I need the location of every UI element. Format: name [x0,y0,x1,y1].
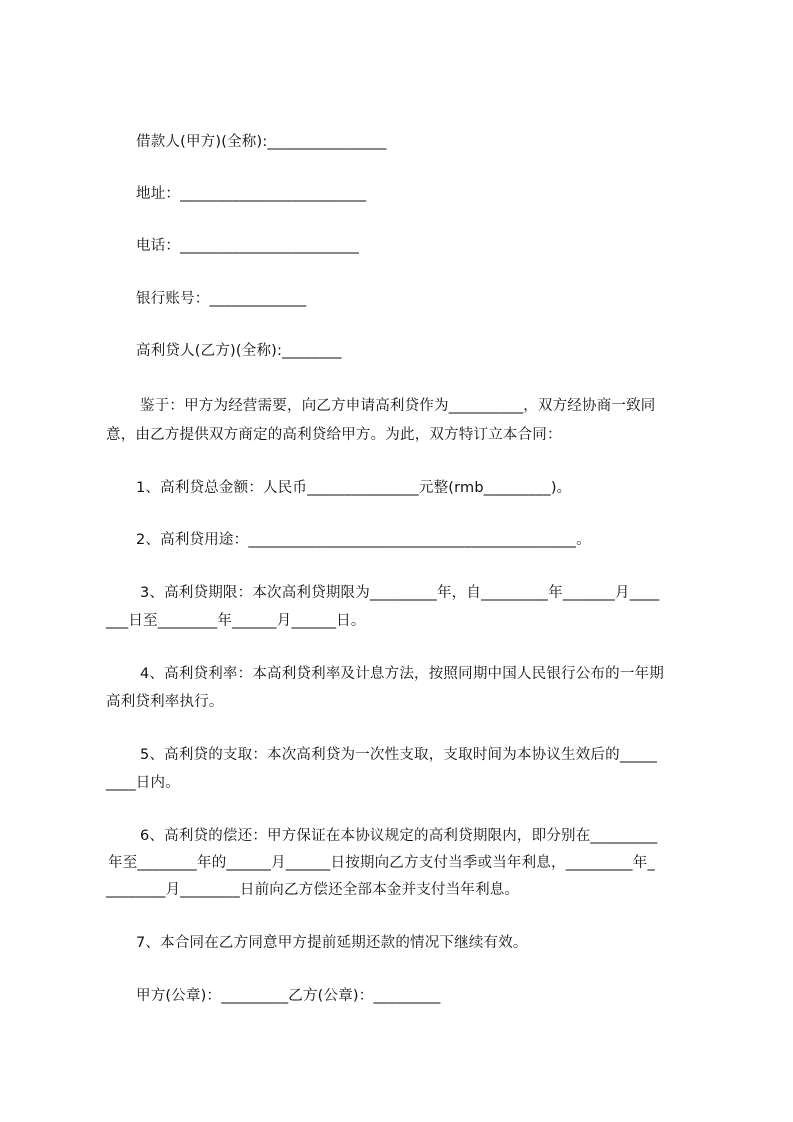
clause-4-line-2: 高利贷利率执行。 [106,694,224,710]
clause-1: 1、高利贷总金额：人民币_______________元整(rmb_________)。 [136,480,572,496]
clause-5-line-1: 5、高利贷的支取：本次高利贷为一次性支取，支取时间为本协议生效后的_____ [140,747,658,763]
clause-7: 7、本合同在乙方同意甲方提前延期还款的情况下继续有效。 [136,935,528,951]
clause-2: 2、高利贷用途：____________________________________________。 [136,532,591,548]
clause-6-line-1: 6、高利贷的偿还：甲方保证在本协议规定的高利贷期限内，即分别在_________ [140,828,658,844]
clause-3-line-1: 3、高利贷期限：本次高利贷期限为_________年，自_________年_______月____ [140,585,660,601]
preamble-line-1: 鉴于：甲方为经营需要，向乙方申请高利贷作为__________，双方经协商一致同 [140,398,656,414]
preamble-line-2: 意，由乙方提供双方商定的高利贷给甲方。为此，双方特订立本合同： [106,427,562,443]
phone-field: 电话：________________________ [136,238,359,254]
clause-4-line-1: 4、高利贷利率：本高利贷利率及计息方法，按照同期中国人民银行公布的一年期 [140,666,664,682]
address-field: 地址：_________________________ [136,186,367,202]
lender-field: 高利贷人(乙方)(全称):________ [136,343,342,359]
clause-3-line-2: ___日至________年______月______日。 [106,613,366,629]
signature-line: 甲方(公章)：_________乙方(公章)：_________ [136,988,441,1004]
clause-6-line-3: ________月________日前向乙方偿还全部本金并支付当年利息。 [106,882,520,898]
clause-6-line-2: 年至________年的______月______日按期向乙方支付当季或当年利息，_________年_ [108,855,655,871]
borrower-field: 借款人(甲方)(全称):________________ [136,134,387,150]
bank-account-field: 银行账号：_____________ [136,291,307,307]
clause-5-line-2: ____日内。 [106,775,180,791]
